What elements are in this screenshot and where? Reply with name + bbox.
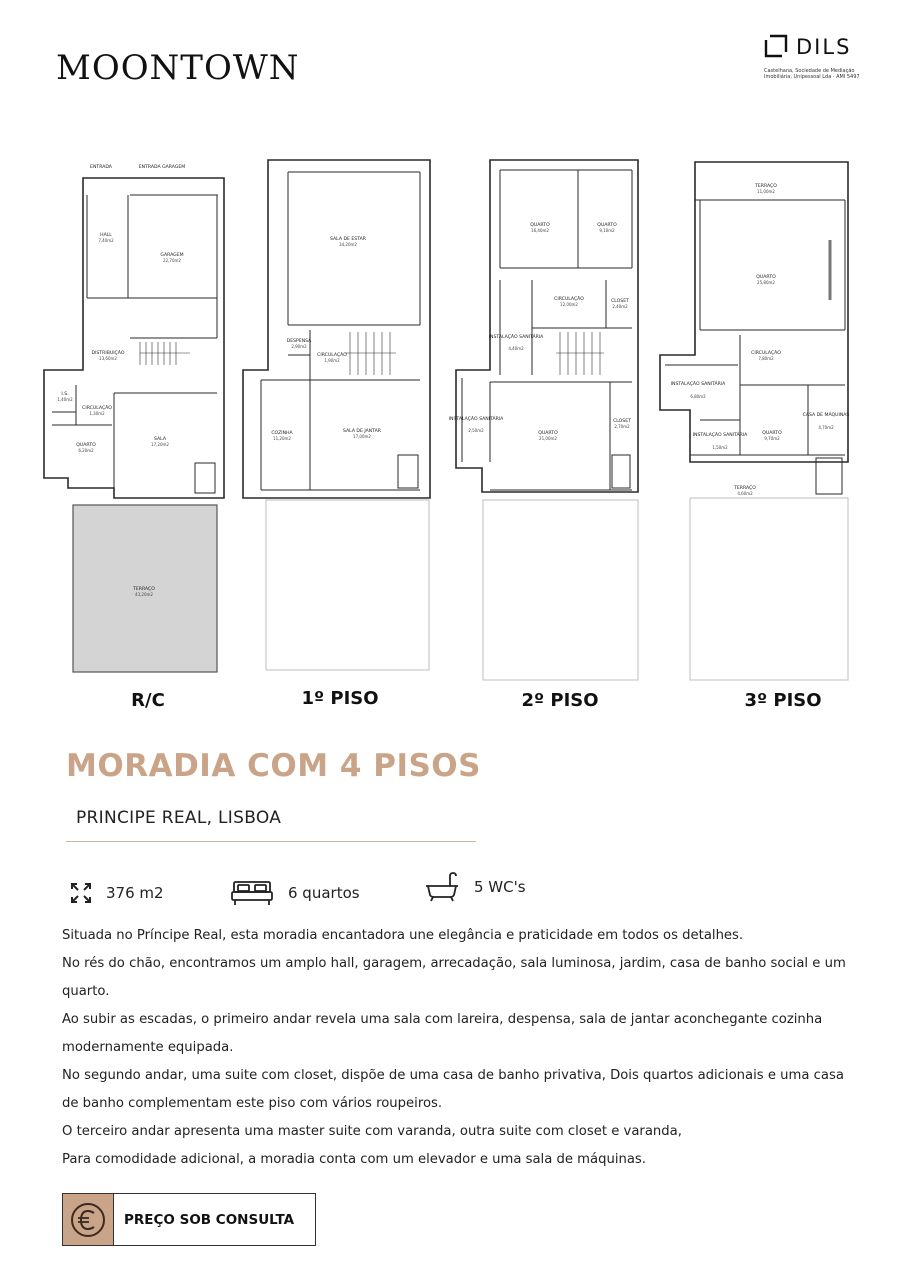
feature-area-text: 376 m2 <box>106 884 164 902</box>
room-area: 2,50m2 <box>468 428 484 433</box>
room-name: CIRCULAÇÃO <box>82 406 112 411</box>
room-area: 6,20m2 <box>78 448 94 453</box>
room-name: QUARTO <box>538 431 558 436</box>
price-box <box>62 1193 316 1246</box>
room-name: CASA DE MÁQUINAS <box>802 413 850 418</box>
room-name: CIRCULAÇÃO <box>317 353 347 358</box>
feature-bathrooms <box>424 872 526 902</box>
room-area: 2,40m2 <box>612 304 628 309</box>
room-name: TERRAÇO <box>133 587 155 592</box>
room-name: TERRAÇO <box>734 486 756 491</box>
feature-bathrooms-text: 5 WC's <box>474 878 526 896</box>
room-area: 1,30m2 <box>89 411 105 416</box>
description-paragraph: Ao subir as escadas, o primeiro andar revela uma sala com lareira, despensa, sala de jantar aconchegante cozinha modernamente equipada. <box>62 1012 823 1055</box>
room-name: QUARTO <box>756 275 776 280</box>
room-name: GARAGEM <box>160 253 184 258</box>
room-name: CIRCULAÇÃO <box>554 297 584 302</box>
dils-legal-text: Castelhana, Sociedade de Mediação Imobiliária, Unipessoal Lda · AMI 5497 <box>764 68 860 80</box>
room-name: DESPENSA <box>286 339 312 344</box>
room-name: HALL <box>100 233 112 238</box>
room-area: 43,20m2 <box>135 592 153 597</box>
room-area: 7,80m2 <box>758 356 774 361</box>
room-area: 2,90m2 <box>291 344 307 349</box>
floor-plans-drawing <box>0 150 900 690</box>
room-area: 9,10m2 <box>599 228 615 233</box>
room-name: CLOSET <box>613 419 631 424</box>
description-paragraph: Situada no Príncipe Real, esta moradia encantadora une elegância e praticidade em todos os detalhes. <box>62 928 744 943</box>
room-area: 2,70m2 <box>614 424 630 429</box>
room-area: 21,00m2 <box>539 436 557 441</box>
room-name: DISTRIBUIÇÃO <box>91 351 125 356</box>
room-area: 22,70m2 <box>163 258 181 263</box>
description-paragraph: O terceiro andar apresenta uma master suite com varanda, outra suite com closet e varanda, <box>62 1124 682 1139</box>
room-name: TERRAÇO <box>755 184 777 189</box>
room-area: 4,40m2 <box>508 346 524 351</box>
divider <box>66 841 476 842</box>
room-area: 6,80m2 <box>690 394 706 399</box>
floor-label-2-piso: 2º PISO <box>521 690 599 711</box>
room-area: 16,40m2 <box>531 228 549 233</box>
room-area: 7,40m2 <box>98 238 114 243</box>
bed-icon <box>230 880 274 906</box>
room-area: 12,00m2 <box>560 302 578 307</box>
room-name: ENTRADA <box>90 165 112 170</box>
listing-description <box>62 922 862 1174</box>
room-name: COZINHA <box>271 431 293 436</box>
room-name: INSTALAÇÃO SANITÁRIA <box>448 417 504 422</box>
room-area: 11,00m2 <box>757 189 775 194</box>
description-paragraph: No segundo andar, uma suite com closet, dispõe de uma casa de banho privativa, Dois quartos adicionais e uma casa de banho complementam este piso com vários roupeiros. <box>62 1068 844 1111</box>
room-name: QUARTO <box>530 223 550 228</box>
price-label: PREÇO SOB CONSULTA <box>124 1211 295 1228</box>
bathtub-icon <box>424 872 460 902</box>
floor-plans <box>0 150 900 690</box>
floor-label-3-piso: 3º PISO <box>744 690 822 711</box>
room-area: 4,70m2 <box>818 425 834 430</box>
room-name: SALA <box>154 437 166 442</box>
floor-plan-rc <box>44 178 224 672</box>
room-labels-2-piso <box>449 222 631 441</box>
room-area: 13,60m2 <box>99 356 117 361</box>
room-name: INSTALAÇÃO SANITÁRIA <box>670 382 726 387</box>
room-name: QUARTO <box>597 223 617 228</box>
room-area: 25,80m2 <box>757 280 775 285</box>
floor-plan-3-piso <box>660 162 848 680</box>
room-area: 1,90m2 <box>324 358 340 363</box>
room-area: 34,20m2 <box>339 242 357 247</box>
listing-location: PRINCIPE REAL, LISBOA <box>76 808 282 828</box>
room-name: INSTALAÇÃO SANITÁRIA <box>488 335 544 340</box>
room-area: 17,00m2 <box>353 434 371 439</box>
room-name: SALA DE ESTAR <box>330 237 366 242</box>
dils-name: DILS <box>796 35 852 59</box>
euro-badge <box>63 1194 114 1245</box>
room-name: QUARTO <box>76 443 96 448</box>
description-paragraph: No rés do chão, encontramos um amplo hall, garagem, arrecadação, sala luminosa, jardim, casa de banho social e um quarto. <box>62 956 846 999</box>
room-name: I.S. <box>61 392 69 397</box>
floor-label-rc: R/C <box>131 690 165 711</box>
feature-bedrooms <box>230 878 360 908</box>
room-name: CIRCULAÇÃO <box>751 351 781 356</box>
room-name: QUARTO <box>762 431 782 436</box>
description-paragraph: Para comodidade adicional, a moradia conta com um elevador e uma sala de máquinas. <box>62 1152 646 1167</box>
room-name: ENTRADA GARAGEM <box>138 165 186 170</box>
room-area: 17,20m2 <box>151 442 169 447</box>
feature-area <box>70 878 164 908</box>
room-name: SALA DE JANTAR <box>343 429 381 434</box>
listing-title: MORADIA COM 4 PISOS <box>66 748 481 784</box>
room-name: INSTALAÇÃO SANITÁRIA <box>692 433 748 438</box>
room-area: 4,60m2 <box>737 491 753 496</box>
moontown-logo: MOONTOWN <box>56 48 300 88</box>
floor-label-1-piso: 1º PISO <box>301 688 379 709</box>
room-labels-3-piso <box>671 183 850 496</box>
room-area: 11,20m2 <box>273 436 291 441</box>
room-area: 1,40m2 <box>57 397 73 402</box>
dils-logo-icon <box>764 34 788 58</box>
room-name: CLOSET <box>611 299 629 304</box>
room-area: 9,70m2 <box>764 436 780 441</box>
expand-icon <box>70 882 92 904</box>
euro-icon <box>69 1201 107 1239</box>
feature-bedrooms-text: 6 quartos <box>288 884 360 902</box>
room-area: 1,50m2 <box>712 445 728 450</box>
